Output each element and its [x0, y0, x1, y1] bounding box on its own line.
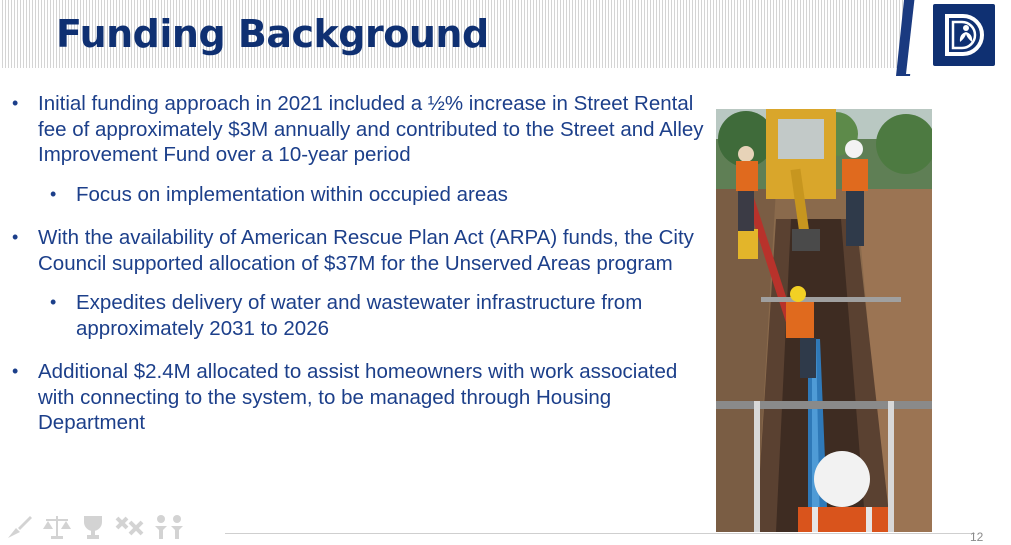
footer-icon-row [6, 516, 186, 545]
bullet-text: Focus on implementation within occupied areas [76, 182, 508, 206]
footer-divider [225, 533, 975, 534]
city-logo-icon [933, 4, 995, 66]
slide-title: Funding Background [56, 12, 489, 56]
bullet-marker: • [50, 292, 57, 312]
sub-bullet-item [12, 290, 712, 341]
bullet-text: Initial funding approach in 2021 included a ½% increase in Street Rental fee of approximately $3M annually and contributed to the Street and Alley Improvement Fund over a 10-year period [38, 92, 704, 166]
bullet-text: With the availability of American Rescue Plan Act (ARPA) funds, the City Council supported allocation of $37M for the Unserved Areas program [38, 226, 694, 275]
bullet-marker: • [50, 183, 57, 204]
bullet-item [12, 91, 712, 168]
bullet-text: Additional $2.4M allocated to assist homeowners with work associated with connecting to the system, to be managed through Housing Department [38, 360, 678, 434]
people-icon [152, 514, 186, 545]
bullet-text: Expedites delivery of water and wastewater infrastructure from approximately 2031 to 2026 [76, 291, 643, 340]
scales-icon [42, 514, 72, 545]
pipe-trench-construction-photo [716, 109, 932, 532]
recycle-icon [114, 514, 144, 545]
bullet-list [12, 91, 712, 454]
bullet-marker: • [12, 227, 19, 247]
bullet-item [12, 225, 712, 276]
sub-bullet-item [12, 182, 712, 208]
bullet-marker: • [12, 93, 19, 113]
page-number: 12 [970, 530, 984, 544]
trophy-icon [80, 514, 106, 545]
shovel-icon [6, 514, 34, 545]
bullet-item [12, 359, 712, 436]
bullet-marker: • [12, 361, 19, 381]
